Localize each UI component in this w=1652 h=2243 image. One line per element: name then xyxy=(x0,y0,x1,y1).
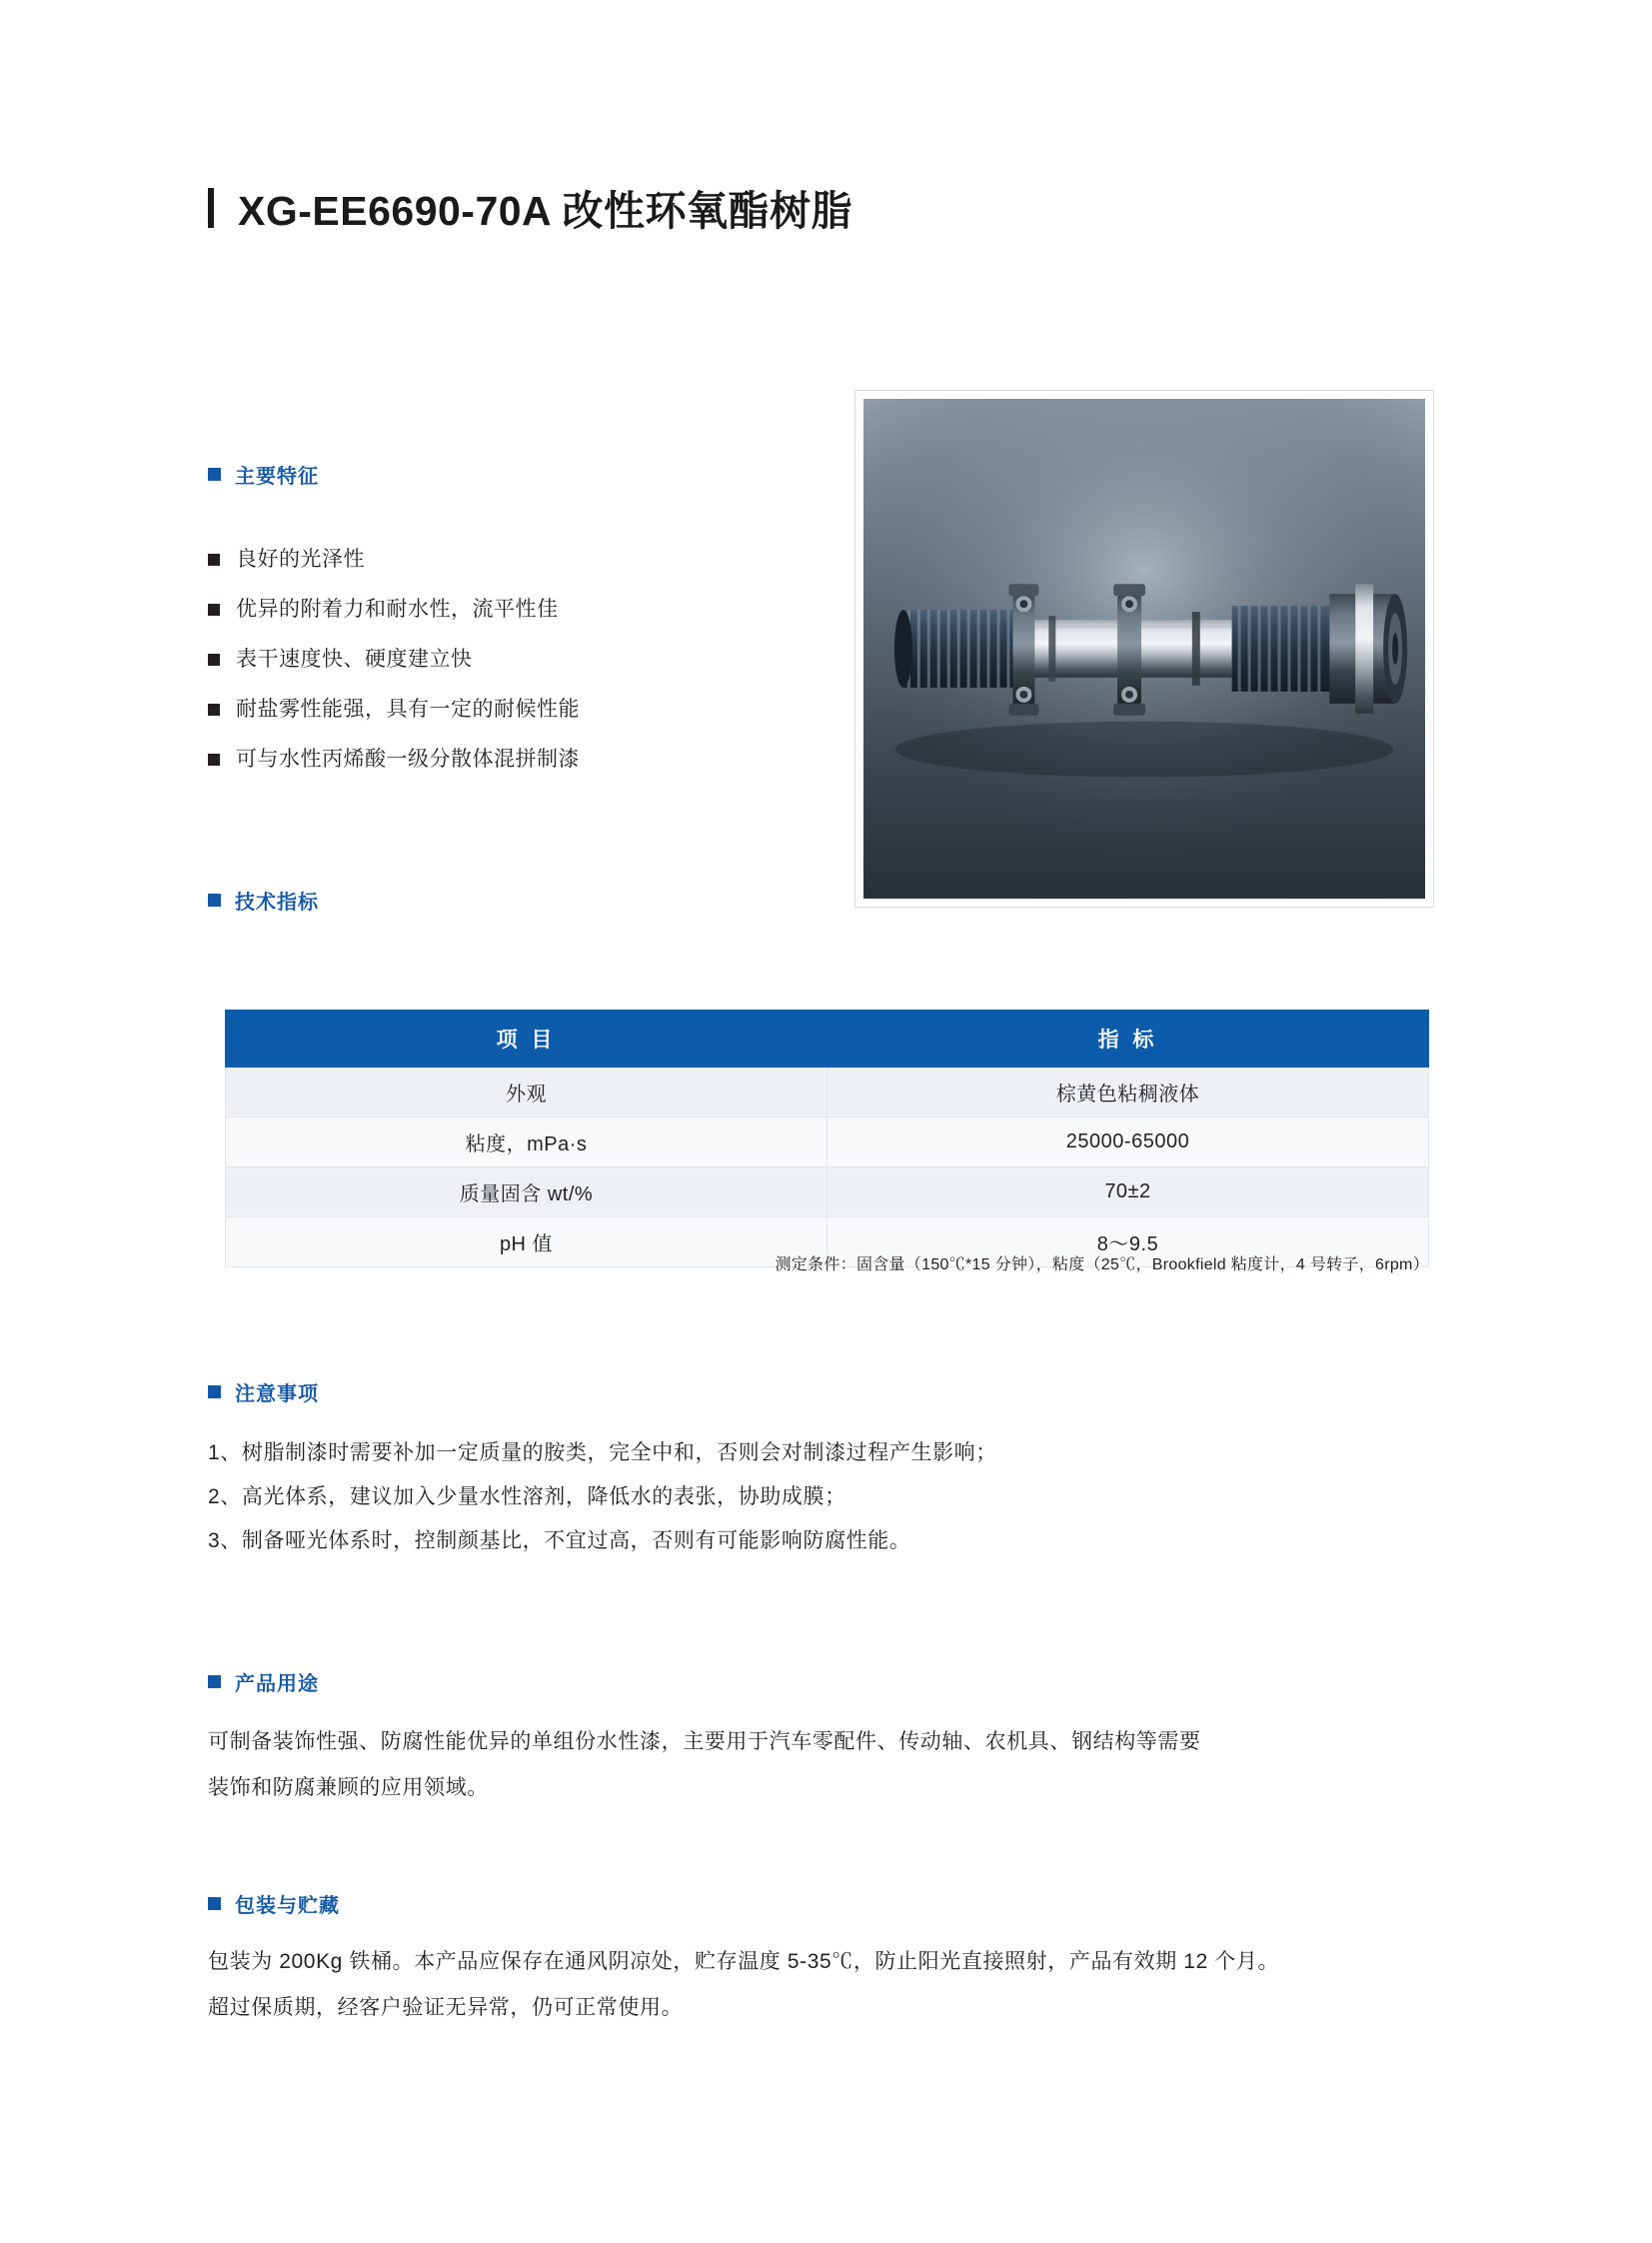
notice-list xyxy=(208,1431,1429,1563)
bullet-square-icon xyxy=(208,554,220,566)
table-row xyxy=(226,1118,1429,1167)
page-title xyxy=(208,178,852,237)
section-heading-packaging-label: 包装与贮藏 xyxy=(235,1895,340,1917)
list-item xyxy=(208,645,827,675)
packaging-paragraph xyxy=(208,1939,1429,2031)
table-cell-item: 外观 xyxy=(226,1068,827,1118)
table-header-cell: 指 标 xyxy=(827,1011,1429,1068)
table-header-cell: 项 目 xyxy=(226,1011,827,1068)
bullet-square-icon xyxy=(208,754,220,766)
features-list xyxy=(208,545,827,795)
list-item xyxy=(208,595,827,625)
table-cell-value: 70±2 xyxy=(827,1167,1429,1217)
notice-item: 2、高光体系，建议加入少量水性溶剂，降低水的表张，协助成膜； xyxy=(208,1485,846,1508)
section-heading-features-label: 主要特征 xyxy=(235,466,319,488)
bullet-square-icon xyxy=(208,654,220,666)
usage-paragraph xyxy=(208,1719,1429,1811)
table-cell-value: 8～9.5 xyxy=(827,1217,1429,1267)
bullet-square-icon xyxy=(208,894,221,907)
section-heading-notice-label: 注意事项 xyxy=(235,1383,319,1405)
table-note: 测定条件：固含量（150℃*15 分钟），粘度（25℃，Brookfield 粘度计，4 号转子，6rpm） xyxy=(775,1256,1429,1273)
table-row xyxy=(226,1068,1429,1118)
list-item xyxy=(208,695,827,725)
table-cell-value: 棕黄色粘稠液体 xyxy=(827,1068,1429,1118)
feature-text: 可与水性丙烯酸一级分散体混拼制漆 xyxy=(236,748,580,771)
feature-text: 优异的附着力和耐水性，流平性佳 xyxy=(236,598,559,621)
drive-shaft-illustration xyxy=(863,399,1425,899)
title-accent-bar xyxy=(208,188,214,228)
table-cell-value: 25000-65000 xyxy=(827,1118,1429,1167)
section-heading-packaging xyxy=(208,1889,340,1918)
section-heading-specs-label: 技术指标 xyxy=(235,892,319,914)
bullet-square-icon xyxy=(208,1897,221,1910)
usage-line: 可制备装饰性强、防腐性能优异的单组份水性漆，主要用于汽车零配件、传动轴、农机具、钢结构等需要 xyxy=(208,1730,1201,1753)
bullet-square-icon xyxy=(208,704,220,716)
bullet-square-icon xyxy=(208,1675,221,1688)
bullet-square-icon xyxy=(208,1385,221,1398)
notice-item: 1、树脂制漆时需要补加一定质量的胺类，完全中和，否则会对制漆过程产生影响； xyxy=(208,1441,997,1464)
section-heading-specs xyxy=(208,886,319,915)
packaging-line: 包装为 200Kg 铁桶。本产品应保存在通风阴凉处，贮存温度 5-35℃，防止阳光直接照射，产品有效期 12 个月。 xyxy=(208,1950,1280,1973)
bullet-square-icon xyxy=(208,604,220,616)
list-item xyxy=(208,545,827,575)
section-heading-notice xyxy=(208,1377,319,1406)
drive-shaft-product-photo xyxy=(863,399,1425,899)
product-image-frame xyxy=(854,390,1434,908)
spec-table xyxy=(225,1010,1429,1267)
feature-text: 耐盐雾性能强，具有一定的耐候性能 xyxy=(236,698,580,721)
section-heading-features xyxy=(208,460,319,489)
table-cell-item: 质量固含 wt/% xyxy=(226,1167,827,1217)
feature-text: 表干速度快、硬度建立快 xyxy=(236,648,473,671)
notice-item: 3、制备哑光体系时，控制颜基比，不宜过高，否则有可能影响防腐性能。 xyxy=(208,1529,911,1552)
list-item xyxy=(208,745,827,775)
table-row xyxy=(226,1167,1429,1217)
table-cell-item: pH 值 xyxy=(226,1217,827,1267)
packaging-line: 超过保质期，经客户验证无异常，仍可正常使用。 xyxy=(208,1996,684,2019)
title-text: XG-EE6690-70A 改性环氧酯树脂 xyxy=(238,188,853,234)
section-heading-usage-label: 产品用途 xyxy=(235,1673,319,1695)
table-header-row xyxy=(226,1011,1429,1068)
table-cell-item: 粘度，mPa·s xyxy=(226,1118,827,1167)
usage-line: 装饰和防腐兼顾的应用领域。 xyxy=(208,1776,489,1799)
section-heading-usage xyxy=(208,1667,319,1696)
feature-text: 良好的光泽性 xyxy=(236,548,365,571)
bullet-square-icon xyxy=(208,468,221,481)
